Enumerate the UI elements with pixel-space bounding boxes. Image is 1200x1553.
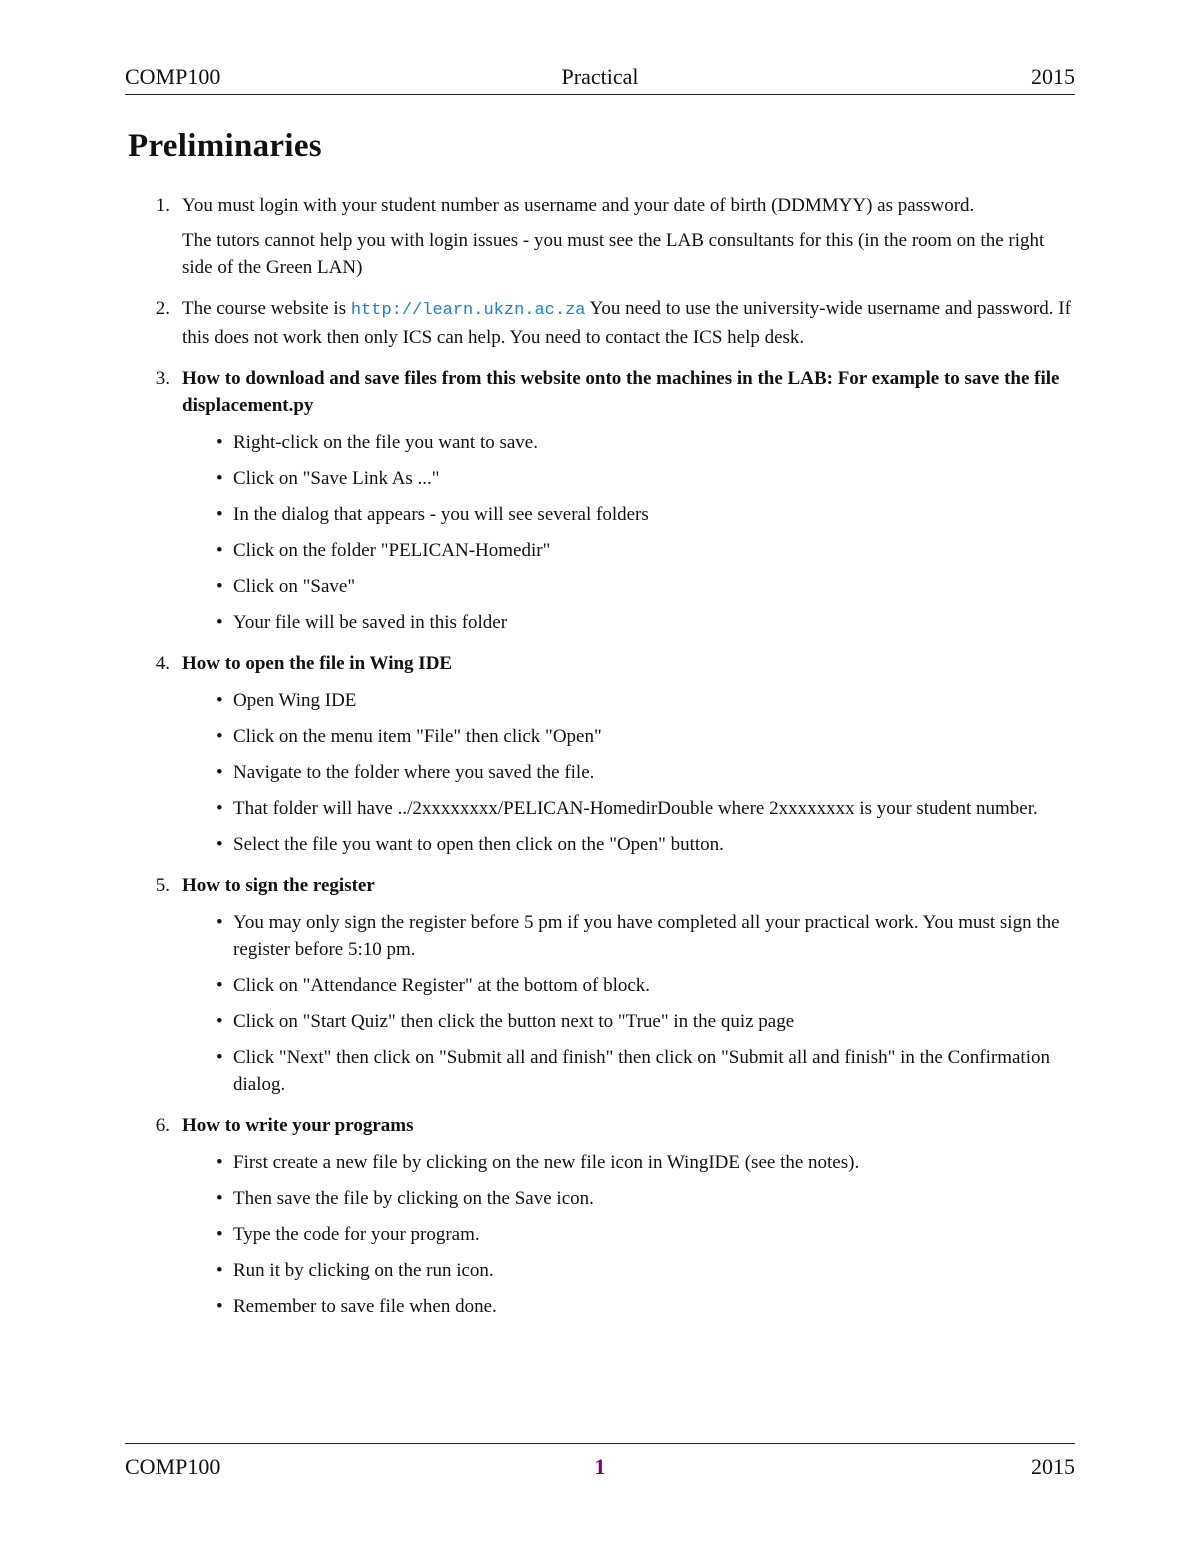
page-title: Preliminaries xyxy=(128,128,322,164)
bullet-item: • Click on "Save" xyxy=(202,573,1075,600)
item-number: 5. xyxy=(155,875,170,896)
bullet-item: • Remember to save file when done. xyxy=(202,1293,1075,1320)
numbered-list xyxy=(150,192,1075,1334)
bullet-icon: • xyxy=(216,468,223,489)
list-item-1 xyxy=(150,192,1075,281)
item-heading: How to sign the register xyxy=(182,875,375,896)
bullet-icon: • xyxy=(216,1224,223,1245)
header-title: Practical xyxy=(561,64,639,89)
item-number: 6. xyxy=(155,1115,170,1136)
list-item-3 xyxy=(150,365,1075,636)
bullet-icon: • xyxy=(216,1188,223,1209)
list-item-6 xyxy=(150,1112,1075,1320)
bullet-item: • Open Wing IDE xyxy=(202,687,1075,714)
bullet-item: • Click on "Attendance Register" at the bottom of block. xyxy=(202,972,1075,999)
bullet-icon: • xyxy=(216,1047,223,1068)
bullet-icon: • xyxy=(216,762,223,783)
item-text xyxy=(182,295,1075,351)
bullet-icon: • xyxy=(216,834,223,855)
bullet-list xyxy=(182,909,1075,1098)
bullet-item: • Navigate to the folder where you saved the file. xyxy=(202,759,1075,786)
bullet-item: • Then save the file by clicking on the Save icon. xyxy=(202,1185,1075,1212)
bullet-list xyxy=(182,429,1075,636)
header-year: 2015 xyxy=(1031,64,1075,89)
course-website-link[interactable]: http://learn.ukzn.ac.za xyxy=(350,301,586,320)
bullet-list xyxy=(182,1149,1075,1320)
page-number: 1 xyxy=(594,1454,606,1479)
bullet-icon: • xyxy=(216,432,223,453)
item-text-pre: The course website is xyxy=(182,298,351,319)
bullet-icon: • xyxy=(216,612,223,633)
bullet-item: • Click on the folder "PELICAN-Homedir" xyxy=(202,537,1075,564)
item-heading: How to download and save files from this website onto the machines in the LAB: For example to save the file displacement.py xyxy=(182,368,1060,416)
bullet-item: • Right-click on the file you want to save. xyxy=(202,429,1075,456)
bullet-icon: • xyxy=(216,504,223,525)
bullet-icon: • xyxy=(216,1260,223,1281)
page-footer xyxy=(125,1443,1075,1484)
item-number: 1. xyxy=(155,195,170,216)
list-item-4 xyxy=(150,650,1075,858)
item-number: 3. xyxy=(155,368,170,389)
item-text-2: The tutors cannot help you with login issues - you must see the LAB consultants for this (in the room on the right side of the Green LAN) xyxy=(182,230,1045,278)
header-course: COMP100 xyxy=(125,64,221,89)
bullet-icon: • xyxy=(216,540,223,561)
bullet-icon: • xyxy=(216,1011,223,1032)
bullet-item: • Run it by clicking on the run icon. xyxy=(202,1257,1075,1284)
bullet-icon: • xyxy=(216,576,223,597)
list-item-5 xyxy=(150,872,1075,1098)
item-heading: How to write your programs xyxy=(182,1115,414,1136)
item-number: 2. xyxy=(155,298,170,319)
bullet-item: • Your file will be saved in this folder xyxy=(202,609,1075,636)
bullet-icon: • xyxy=(216,1296,223,1317)
item-text: You must login with your student number as username and your date of birth (DDMMYY) as password. xyxy=(182,195,975,216)
bullet-icon: • xyxy=(216,690,223,711)
bullet-icon: • xyxy=(216,798,223,819)
bullet-item: • In the dialog that appears - you will see several folders xyxy=(202,501,1075,528)
bullet-item: • Type the code for your program. xyxy=(202,1221,1075,1248)
footer-year: 2015 xyxy=(1031,1454,1075,1479)
bullet-icon: • xyxy=(216,1152,223,1173)
bullet-icon: • xyxy=(216,726,223,747)
item-text-post: You need to use the university-wide username and password. If this does not work then only ICS can help. You need to contact the ICS help desk. xyxy=(182,298,1071,348)
bullet-item: • You may only sign the register before 5 pm if you have completed all your practical work. You must sign the register before 5:10 pm. xyxy=(202,909,1075,963)
bullet-item: • That folder will have ../2xxxxxxxx/PELICAN-HomedirDouble where 2xxxxxxxx is your student number. xyxy=(202,795,1075,822)
bullet-icon: • xyxy=(216,975,223,996)
item-heading: How to open the file in Wing IDE xyxy=(182,653,453,674)
list-item-2 xyxy=(150,295,1075,351)
bullet-item: • Click on "Start Quiz" then click the button next to "True" in the quiz page xyxy=(202,1008,1075,1035)
bullet-item: • First create a new file by clicking on the new file icon in WingIDE (see the notes). xyxy=(202,1149,1075,1176)
bullet-item: • Click on "Save Link As ..." xyxy=(202,465,1075,492)
page-header xyxy=(125,62,1075,95)
item-number: 4. xyxy=(155,653,170,674)
bullet-list xyxy=(182,687,1075,858)
bullet-item: • Click on the menu item "File" then click "Open" xyxy=(202,723,1075,750)
bullet-icon: • xyxy=(216,912,223,933)
bullet-item: • Select the file you want to open then click on the "Open" button. xyxy=(202,831,1075,858)
bullet-item: • Click "Next" then click on "Submit all and finish" then click on "Submit all and finish" in the Confirmation dialog. xyxy=(202,1044,1075,1098)
footer-course: COMP100 xyxy=(125,1454,221,1479)
